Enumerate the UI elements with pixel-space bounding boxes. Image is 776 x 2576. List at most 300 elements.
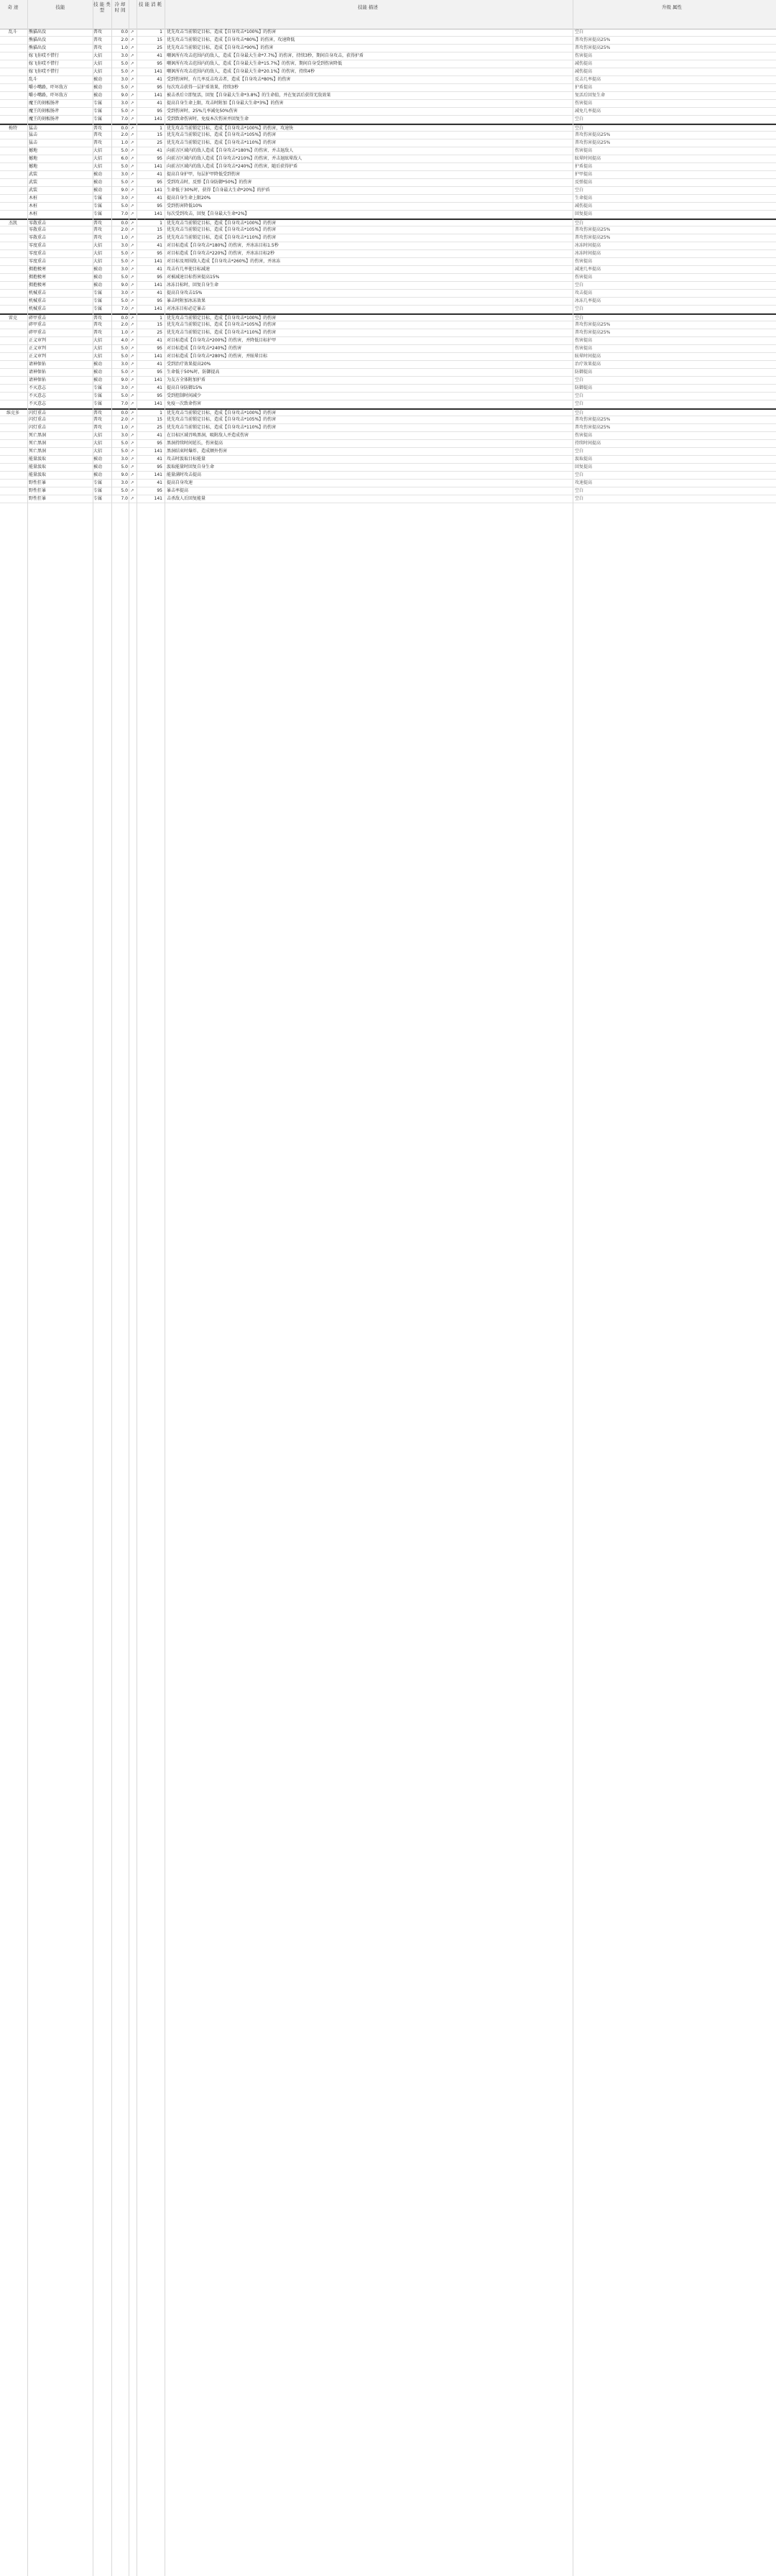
table-row bbox=[0, 321, 776, 329]
skill-type: 被动 bbox=[93, 362, 103, 367]
arrow-icon: ↗ bbox=[130, 488, 134, 493]
upgrade-note: 减伤提高 bbox=[575, 203, 593, 208]
skill-type: 被动 bbox=[93, 77, 103, 82]
description: 优先攻击当前锁定目标，造成【自身攻击*110%】的伤害 bbox=[167, 140, 277, 145]
upgrade-note: 空白 bbox=[575, 401, 584, 406]
skill-type: 大招 bbox=[93, 433, 103, 438]
skill-name: 拥抱极寒 bbox=[29, 267, 47, 272]
upgrade-note: 空白 bbox=[575, 306, 584, 311]
skill-name: 魔王的刻板肠斧 bbox=[29, 109, 60, 114]
upgrade-note: 冰冻几率提高 bbox=[575, 298, 601, 303]
arrow-icon: ↗ bbox=[130, 93, 134, 98]
cost: 15 bbox=[157, 417, 162, 422]
table-row bbox=[0, 385, 776, 393]
skill-name: 机械重击 bbox=[29, 298, 47, 303]
table-row bbox=[0, 448, 776, 456]
table-row bbox=[0, 416, 776, 424]
description: 优先攻击当前锁定目标，造成【自身攻击*110%】的伤害 bbox=[167, 235, 277, 240]
arrow-icon: ↗ bbox=[130, 370, 134, 375]
upgrade-note: 空白 bbox=[575, 283, 584, 288]
cooldown: 2.0 bbox=[121, 37, 128, 42]
upgrade-note: 空白 bbox=[575, 377, 584, 382]
arrow-icon: ↗ bbox=[130, 227, 134, 232]
cooldown: 3.0 bbox=[121, 101, 128, 106]
arrow-icon: ↗ bbox=[130, 385, 134, 390]
arrow-icon: ↗ bbox=[130, 338, 134, 343]
skill-name: 木桩 bbox=[29, 203, 38, 208]
skill-name: 零度重击 bbox=[29, 251, 47, 256]
arrow-icon: ↗ bbox=[130, 433, 134, 438]
cooldown: 9.0 bbox=[121, 377, 128, 382]
arrow-icon: ↗ bbox=[130, 85, 134, 90]
skill-type: 普攻 bbox=[93, 29, 103, 35]
header-val: 技 能 消 耗 bbox=[138, 1, 162, 7]
cooldown: 3.0 bbox=[121, 290, 128, 295]
skill-name: 机械重击 bbox=[29, 290, 47, 295]
description: 受到攻击时，反弹【自身防御*50%】的伤害 bbox=[167, 180, 252, 185]
skill-type: 普攻 bbox=[93, 221, 103, 226]
skill-type: 被动 bbox=[93, 180, 103, 185]
cooldown: 5.0 bbox=[121, 148, 128, 153]
table-row bbox=[0, 171, 776, 179]
arrow-icon: ↗ bbox=[130, 267, 134, 272]
arrow-icon: ↗ bbox=[130, 164, 134, 169]
upgrade-note: 普攻伤害提高25% bbox=[575, 417, 611, 422]
table-row bbox=[0, 393, 776, 400]
arrow-icon: ↗ bbox=[130, 322, 134, 327]
skill-type: 专属 bbox=[93, 306, 103, 311]
skill-type: 专属 bbox=[93, 101, 103, 106]
description: 攻击有几率使目标减速 bbox=[167, 267, 211, 272]
cost: 141 bbox=[154, 354, 162, 359]
description: 对被减速目标伤害提高15% bbox=[167, 275, 220, 280]
arrow-icon: ↗ bbox=[130, 101, 134, 106]
description: 对冰冻目标必定暴击 bbox=[167, 306, 206, 311]
upgrade-note: 眩晕时间提高 bbox=[575, 156, 601, 161]
description: 对目标造成【自身攻击*280%】的伤害，并眩晕目标 bbox=[167, 354, 268, 359]
upgrade-note: 空白 bbox=[575, 393, 584, 398]
cost: 41 bbox=[157, 433, 162, 438]
skill-name: 零度重击 bbox=[29, 259, 47, 264]
upgrade-note: 空白 bbox=[575, 472, 584, 477]
table-row bbox=[0, 108, 776, 116]
cost: 141 bbox=[154, 306, 162, 311]
table-row bbox=[0, 195, 776, 203]
description: 提高自身生命上限20% bbox=[167, 196, 211, 201]
description: 每次攻击获得一层护盾效果，持续3秒 bbox=[167, 85, 239, 90]
upgrade-note: 空白 bbox=[575, 116, 584, 122]
upgrade-note: 空白 bbox=[575, 411, 584, 416]
description: 优先攻击当前锁定目标，造成【自身攻击*110%】的伤害 bbox=[167, 330, 277, 335]
table-row bbox=[0, 37, 776, 45]
arrow-icon: ↗ bbox=[130, 180, 134, 185]
skill-type: 被动 bbox=[93, 472, 103, 477]
cooldown: 3.0 bbox=[121, 457, 128, 462]
upgrade-note: 空白 bbox=[575, 188, 584, 193]
cost: 95 bbox=[157, 251, 162, 256]
upgrade-note: 减免几率提高 bbox=[575, 109, 601, 114]
description: 在目标区域召唤黑洞，吸附敌人并造成伤害 bbox=[167, 433, 249, 438]
description: 能量满时攻击提高 bbox=[167, 472, 202, 477]
table-row bbox=[0, 155, 776, 163]
skill-name: 不灭意志 bbox=[29, 385, 47, 390]
cooldown: 5.0 bbox=[121, 109, 128, 114]
upgrade-note: 空白 bbox=[575, 449, 584, 454]
skill-name: 猛击 bbox=[29, 132, 38, 137]
cost: 25 bbox=[157, 425, 162, 430]
cooldown: 3.0 bbox=[121, 53, 128, 58]
skill-type: 普攻 bbox=[93, 425, 103, 430]
upgrade-note: 减速几率提高 bbox=[575, 267, 601, 272]
skill-type: 被动 bbox=[93, 370, 103, 375]
skill-type: 被动 bbox=[93, 93, 103, 98]
table-row bbox=[0, 345, 776, 353]
cooldown: 5.0 bbox=[121, 298, 128, 303]
table-row bbox=[0, 52, 776, 60]
skill-type: 专属 bbox=[93, 488, 103, 493]
skill-name: 能量汲取 bbox=[29, 472, 47, 477]
description: 优先攻击当前锁定目标，造成【自身攻击*110%】的伤害 bbox=[167, 425, 277, 430]
upgrade-note: 反弹提高 bbox=[575, 180, 593, 185]
skill-name: 零散重击 bbox=[29, 235, 47, 240]
description: 提高自身攻速 bbox=[167, 480, 193, 485]
skill-name: 嚼小嘴路，吓坏敌方 bbox=[29, 93, 68, 98]
upgrade-note: 冰冻时间提高 bbox=[575, 251, 601, 256]
description: 攻击时汲取目标能量 bbox=[167, 457, 206, 462]
upgrade-note: 空白 bbox=[575, 316, 584, 321]
cost: 95 bbox=[157, 156, 162, 161]
skill-type: 专属 bbox=[93, 480, 103, 485]
cost: 41 bbox=[157, 243, 162, 248]
arrow-icon: ↗ bbox=[130, 330, 134, 335]
cost: 95 bbox=[157, 85, 162, 90]
cooldown: 6.0 bbox=[121, 156, 128, 161]
cooldown: 5.0 bbox=[121, 85, 128, 90]
table-row bbox=[0, 132, 776, 139]
table-row bbox=[0, 440, 776, 448]
table-row bbox=[0, 60, 776, 68]
cost: 1 bbox=[160, 411, 162, 416]
table-row bbox=[0, 147, 776, 155]
cooldown: 5.0 bbox=[121, 251, 128, 256]
cooldown: 9.0 bbox=[121, 283, 128, 288]
cooldown: 1.0 bbox=[121, 330, 128, 335]
skill-type: 专属 bbox=[93, 211, 103, 216]
cost: 41 bbox=[157, 290, 162, 295]
arrow-icon: ↗ bbox=[130, 156, 134, 161]
table-row bbox=[0, 258, 776, 266]
cooldown: 2.0 bbox=[121, 132, 128, 137]
skill-type: 被动 bbox=[93, 377, 103, 382]
table-row bbox=[0, 92, 776, 100]
description: 黑洞持续时间延长，伤害提高 bbox=[167, 441, 223, 446]
description: 对目标造成【自身攻击*240%】的伤害 bbox=[167, 346, 242, 351]
arrow-icon: ↗ bbox=[130, 464, 134, 469]
arrow-icon: ↗ bbox=[130, 77, 134, 82]
table-header bbox=[0, 0, 776, 29]
upgrade-note: 空白 bbox=[575, 126, 584, 131]
skill-name: 武装 bbox=[29, 180, 38, 185]
arrow-icon: ↗ bbox=[130, 203, 134, 208]
cooldown: 3.0 bbox=[121, 433, 128, 438]
cost: 25 bbox=[157, 45, 162, 50]
cost: 1 bbox=[160, 316, 162, 321]
description: 击杀敌人后回复能量 bbox=[167, 496, 206, 501]
cooldown: 9.0 bbox=[121, 93, 128, 98]
skill-name: 请神保佑 bbox=[29, 370, 47, 375]
upgrade-note: 普攻伤害提高25% bbox=[575, 235, 611, 240]
upgrade-note: 伤害提高 bbox=[575, 338, 593, 343]
table-row bbox=[0, 124, 776, 132]
upgrade-note: 伤害提高 bbox=[575, 275, 593, 280]
skill-type: 专属 bbox=[93, 116, 103, 122]
cost: 141 bbox=[154, 401, 162, 406]
cooldown: 3.0 bbox=[121, 196, 128, 201]
upgrade-note: 治疗效果提高 bbox=[575, 362, 601, 367]
cost: 141 bbox=[154, 188, 162, 193]
description: 受到伤害时，25%几率减免50%伤害 bbox=[167, 109, 238, 114]
description: 优先攻击当前锁定目标，造成【自身攻击*105%】的伤害 bbox=[167, 322, 277, 327]
arrow-icon: ↗ bbox=[130, 480, 134, 485]
table-row bbox=[0, 337, 776, 345]
description: 优先攻击当前锁定目标，造成【自身攻击*90%】的伤害 bbox=[167, 45, 274, 50]
skill-type: 被动 bbox=[93, 457, 103, 462]
upgrade-note: 普攻伤害提高25% bbox=[575, 227, 611, 232]
skill-type: 被动 bbox=[93, 172, 103, 177]
cost: 41 bbox=[157, 362, 162, 367]
cooldown: 0.0 bbox=[121, 29, 128, 35]
cost: 95 bbox=[157, 109, 162, 114]
description: 优先攻击当前锁定目标，造成【自身攻击*100%】的伤害 bbox=[167, 411, 277, 416]
table-row bbox=[0, 100, 776, 108]
cooldown: 5.0 bbox=[121, 275, 128, 280]
upgrade-note: 空白 bbox=[575, 29, 584, 35]
cooldown: 7.0 bbox=[121, 496, 128, 501]
skill-name: 猛击 bbox=[29, 126, 38, 131]
skill-name: 不灭意志 bbox=[29, 401, 47, 406]
header-skill: 技能 bbox=[55, 4, 65, 10]
arrow-icon: ↗ bbox=[130, 211, 134, 216]
table-row bbox=[0, 274, 776, 282]
table-row bbox=[0, 472, 776, 480]
arrow-icon: ↗ bbox=[130, 116, 134, 122]
cost: 1 bbox=[160, 126, 162, 131]
skill-name: 撼地 bbox=[29, 164, 38, 169]
cost: 41 bbox=[157, 172, 162, 177]
skill-name: 武装 bbox=[29, 172, 38, 177]
description: 嘲讽所有攻击范围内的敌人，造成【自身最大生命*15.7%】的伤害，期间自身受到伤害降低 bbox=[167, 61, 343, 66]
cost: 41 bbox=[157, 267, 162, 272]
table-row bbox=[0, 424, 776, 432]
table-row bbox=[0, 76, 776, 84]
header-note: 升级 属性 bbox=[661, 4, 683, 10]
table-row bbox=[0, 298, 776, 306]
cost: 41 bbox=[157, 338, 162, 343]
group-name: 杰凯 bbox=[8, 221, 17, 226]
cost: 141 bbox=[154, 93, 162, 98]
description: 优先攻击当前锁定目标，造成【自身攻击*100%】的伤害，攻速快 bbox=[167, 126, 294, 131]
cooldown: 2.0 bbox=[121, 227, 128, 232]
skill-type: 大招 bbox=[93, 338, 103, 343]
table-body bbox=[0, 29, 776, 503]
cost: 25 bbox=[157, 140, 162, 145]
cost: 141 bbox=[154, 259, 162, 264]
arrow-icon: ↗ bbox=[130, 346, 134, 351]
skill-type: 被动 bbox=[93, 464, 103, 469]
arrow-icon: ↗ bbox=[130, 69, 134, 74]
upgrade-note: 生命提高 bbox=[575, 196, 593, 201]
skill-name: 碎甲重击 bbox=[29, 316, 47, 321]
cost: 95 bbox=[157, 441, 162, 446]
arrow-icon: ↗ bbox=[130, 425, 134, 430]
cooldown: 5.0 bbox=[121, 180, 128, 185]
skill-name: 闪灯重击 bbox=[29, 425, 47, 430]
table-row bbox=[0, 68, 776, 76]
skill-type: 大招 bbox=[93, 259, 103, 264]
description: 优先攻击当前锁定目标，造成【自身攻击*80%】的伤害，攻速降低 bbox=[167, 37, 295, 42]
cooldown: 5.0 bbox=[121, 69, 128, 74]
skill-name: 不灭意志 bbox=[29, 393, 47, 398]
arrow-icon: ↗ bbox=[130, 298, 134, 303]
cooldown: 2.0 bbox=[121, 417, 128, 422]
skill-type: 专属 bbox=[93, 401, 103, 406]
cost: 95 bbox=[157, 61, 162, 66]
cooldown: 5.0 bbox=[121, 449, 128, 454]
arrow-icon: ↗ bbox=[130, 45, 134, 50]
table-row bbox=[0, 187, 776, 195]
skill-type: 专属 bbox=[93, 298, 103, 303]
cooldown: 5.0 bbox=[121, 488, 128, 493]
cost: 41 bbox=[157, 148, 162, 153]
cooldown: 5.0 bbox=[121, 61, 128, 66]
skill-name: 嫁飞你哎不惜行 bbox=[29, 69, 60, 74]
cooldown: 5.0 bbox=[121, 393, 128, 398]
upgrade-note: 空白 bbox=[575, 488, 584, 493]
skill-type: 普攻 bbox=[93, 235, 103, 240]
cooldown: 3.0 bbox=[121, 77, 128, 82]
cost: 41 bbox=[157, 101, 162, 106]
cooldown: 1.0 bbox=[121, 140, 128, 145]
table-row bbox=[0, 353, 776, 361]
arrow-icon: ↗ bbox=[130, 221, 134, 226]
upgrade-note: 普攻伤害提高25% bbox=[575, 425, 611, 430]
arrow-icon: ↗ bbox=[130, 290, 134, 295]
skill-type: 大招 bbox=[93, 61, 103, 66]
table-row bbox=[0, 163, 776, 171]
upgrade-note: 复活后回复生命 bbox=[575, 93, 606, 98]
skill-type: 被动 bbox=[93, 267, 103, 272]
upgrade-note: 眩晕时间提高 bbox=[575, 354, 601, 359]
description: 嘲讽所有攻击范围内的敌人，造成【自身最大生命*20.1%】的伤害，持续4秒 bbox=[167, 69, 315, 74]
upgrade-note: 伤害提高 bbox=[575, 148, 593, 153]
description: 生命低于50%时，防御提高 bbox=[167, 370, 220, 375]
arrow-icon: ↗ bbox=[130, 61, 134, 66]
upgrade-note: 回复提高 bbox=[575, 464, 593, 469]
cooldown: 1.0 bbox=[121, 45, 128, 50]
skill-type: 被动 bbox=[93, 85, 103, 90]
arrow-icon: ↗ bbox=[130, 172, 134, 177]
upgrade-note: 护甲提高 bbox=[575, 172, 593, 177]
cooldown: 0.0 bbox=[121, 411, 128, 416]
cost: 25 bbox=[157, 330, 162, 335]
upgrade-note: 防御提高 bbox=[575, 385, 593, 390]
arrow-icon: ↗ bbox=[130, 316, 134, 321]
cooldown: 5.0 bbox=[121, 346, 128, 351]
table-row bbox=[0, 211, 776, 219]
description: 生命低于30%时，获得【自身最大生命*20%】的护盾 bbox=[167, 188, 270, 193]
skill-name: 零散重击 bbox=[29, 221, 47, 226]
table-row bbox=[0, 408, 776, 416]
skill-type: 被动 bbox=[93, 283, 103, 288]
table-row bbox=[0, 219, 776, 226]
skill-name: 拥抱极寒 bbox=[29, 283, 47, 288]
cooldown: 0.0 bbox=[121, 126, 128, 131]
table-row bbox=[0, 495, 776, 503]
table-row bbox=[0, 432, 776, 440]
arrow-icon: ↗ bbox=[130, 411, 134, 416]
skill-type: 大招 bbox=[93, 156, 103, 161]
cooldown: 9.0 bbox=[121, 188, 128, 193]
skill-type: 专属 bbox=[93, 393, 103, 398]
arrow-icon: ↗ bbox=[130, 251, 134, 256]
table-row bbox=[0, 282, 776, 290]
description: 向前方区域内的敌人造成【自身攻击*210%】的伤害，并击退眩晕敌人 bbox=[167, 156, 302, 161]
skill-name: 熊貓出没 bbox=[29, 37, 47, 42]
upgrade-note: 减伤提高 bbox=[575, 69, 593, 74]
skill-type: 普攻 bbox=[93, 411, 103, 416]
skill-name: 木桩 bbox=[29, 211, 38, 216]
cooldown: 7.0 bbox=[121, 211, 128, 216]
cooldown: 0.0 bbox=[121, 316, 128, 321]
arrow-icon: ↗ bbox=[130, 362, 134, 367]
cooldown: 3.0 bbox=[121, 480, 128, 485]
skill-type: 大招 bbox=[93, 441, 103, 446]
skill-type: 大招 bbox=[93, 251, 103, 256]
table-row bbox=[0, 487, 776, 495]
skill-name: 拥抱极寒 bbox=[29, 275, 47, 280]
skill-type: 大招 bbox=[93, 449, 103, 454]
cost: 95 bbox=[157, 370, 162, 375]
description: 优先攻击当前锁定目标，造成【自身攻击*100%】的伤害 bbox=[167, 221, 277, 226]
skill-name: 请神保佑 bbox=[29, 362, 47, 367]
cost: 41 bbox=[157, 457, 162, 462]
upgrade-note: 回复提高 bbox=[575, 211, 593, 216]
table-row bbox=[0, 203, 776, 211]
skill-type: 专属 bbox=[93, 109, 103, 114]
skill-name: 闪灯重击 bbox=[29, 411, 47, 416]
arrow-icon: ↗ bbox=[130, 188, 134, 193]
cooldown: 4.0 bbox=[121, 338, 128, 343]
skill-type: 普攻 bbox=[93, 316, 103, 321]
skill-type: 专属 bbox=[93, 203, 103, 208]
skill-name: 能量汲取 bbox=[29, 464, 47, 469]
description: 提高自身防御15% bbox=[167, 385, 203, 390]
skill-name: 碎甲重击 bbox=[29, 330, 47, 335]
skill-name: 机械重击 bbox=[29, 306, 47, 311]
upgrade-note: 攻击提高 bbox=[575, 290, 593, 295]
description: 对目标及周围敌人造成【自身攻击*260%】的伤害，并冰冻 bbox=[167, 259, 281, 264]
header-group: 奇 迹 bbox=[7, 4, 19, 10]
cooldown: 1.0 bbox=[121, 235, 128, 240]
skill-type: 普攻 bbox=[93, 126, 103, 131]
cost: 25 bbox=[157, 235, 162, 240]
description: 对目标造成【自身攻击*220%】的伤害，并冰冻目标2秒 bbox=[167, 251, 274, 256]
description: 对目标造成【自身攻击*180%】的伤害，并冰冻目标1.5秒 bbox=[167, 243, 279, 248]
cooldown: 2.0 bbox=[121, 322, 128, 327]
table-row bbox=[0, 313, 776, 321]
description: 优先攻击当前锁定目标，造成【自身攻击*105%】的伤害 bbox=[167, 227, 277, 232]
arrow-icon: ↗ bbox=[130, 140, 134, 145]
